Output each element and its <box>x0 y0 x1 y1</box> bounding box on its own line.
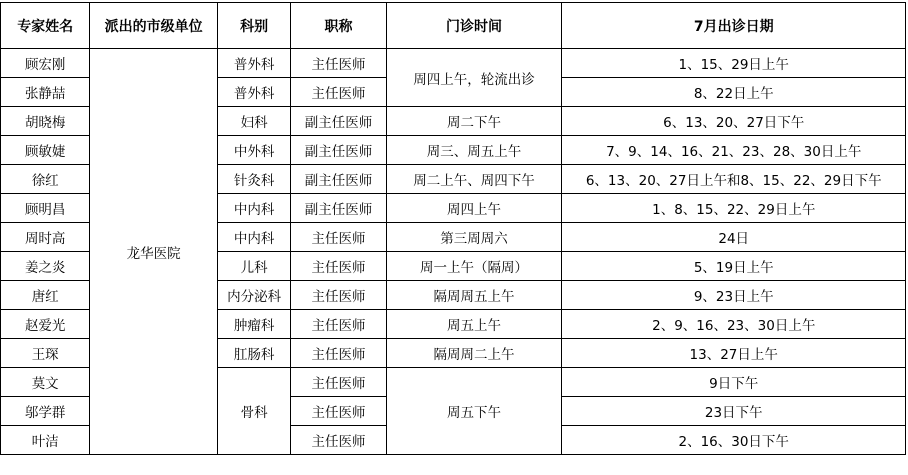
schedule-table <box>0 2 906 455</box>
expert-name: 叶洁 <box>1 426 90 455</box>
expert-name: 莫文 <box>1 368 90 397</box>
title-cell: 主任医师 <box>291 252 386 281</box>
header-time: 门诊时间 <box>386 3 562 49</box>
expert-name: 顾明昌 <box>1 194 90 223</box>
header-unit: 派出的市级单位 <box>90 3 218 49</box>
time-cell: 隔周周五上午 <box>386 281 562 310</box>
header-dates: 7月出诊日期 <box>562 3 906 49</box>
header-row <box>1 3 906 49</box>
header-name: 专家姓名 <box>1 3 90 49</box>
title-cell: 主任医师 <box>291 281 386 310</box>
title-cell: 副主任医师 <box>291 194 386 223</box>
dates-cell: 2、9、16、23、30日上午 <box>562 310 906 339</box>
dept-cell: 针灸科 <box>217 165 290 194</box>
title-cell: 主任医师 <box>291 368 386 397</box>
title-cell: 副主任医师 <box>291 136 386 165</box>
dates-cell: 8、22日上午 <box>562 78 906 107</box>
dates-cell: 6、13、20、27日下午 <box>562 107 906 136</box>
dept-cell: 中外科 <box>217 136 290 165</box>
expert-name: 周时高 <box>1 223 90 252</box>
dates-cell: 5、19日上午 <box>562 252 906 281</box>
expert-name: 顾宏刚 <box>1 49 90 78</box>
time-cell: 周四上午，轮流出诊 <box>386 49 562 107</box>
dept-cell: 儿科 <box>217 252 290 281</box>
unit-cell: 龙华医院 <box>90 49 218 455</box>
title-cell: 副主任医师 <box>291 107 386 136</box>
dept-cell: 骨科 <box>217 368 290 455</box>
time-cell: 隔周周二上午 <box>386 339 562 368</box>
dates-cell: 9日下午 <box>562 368 906 397</box>
title-cell: 主任医师 <box>291 426 386 455</box>
expert-name: 顾敏婕 <box>1 136 90 165</box>
time-cell: 周五上午 <box>386 310 562 339</box>
title-cell: 主任医师 <box>291 223 386 252</box>
dates-cell: 1、8、15、22、29日上午 <box>562 194 906 223</box>
dates-cell: 9、23日上午 <box>562 281 906 310</box>
time-cell: 周二下午 <box>386 107 562 136</box>
expert-name: 徐红 <box>1 165 90 194</box>
dept-cell: 普外科 <box>217 78 290 107</box>
time-cell: 周二上午、周四下午 <box>386 165 562 194</box>
time-cell: 周一上午（隔周） <box>386 252 562 281</box>
time-cell: 周五下午 <box>386 368 562 455</box>
dept-cell: 普外科 <box>217 49 290 78</box>
dept-cell: 肛肠科 <box>217 339 290 368</box>
time-cell: 周四上午 <box>386 194 562 223</box>
dept-cell: 中内科 <box>217 223 290 252</box>
dates-cell: 6、13、20、27日上午和8、15、22、29日下午 <box>562 165 906 194</box>
dates-cell: 1、15、29日上午 <box>562 49 906 78</box>
time-cell: 第三周周六 <box>386 223 562 252</box>
expert-name: 王琛 <box>1 339 90 368</box>
header-title: 职称 <box>291 3 386 49</box>
dept-cell: 妇科 <box>217 107 290 136</box>
dates-cell: 2、16、30日下午 <box>562 426 906 455</box>
title-cell: 副主任医师 <box>291 165 386 194</box>
time-cell: 周三、周五上午 <box>386 136 562 165</box>
dates-cell: 24日 <box>562 223 906 252</box>
title-cell: 主任医师 <box>291 397 386 426</box>
title-cell: 主任医师 <box>291 49 386 78</box>
dept-cell: 肿瘤科 <box>217 310 290 339</box>
title-cell: 主任医师 <box>291 339 386 368</box>
table-row <box>1 49 906 78</box>
expert-name: 姜之炎 <box>1 252 90 281</box>
dept-cell: 中内科 <box>217 194 290 223</box>
expert-name: 邬学群 <box>1 397 90 426</box>
dept-cell: 内分泌科 <box>217 281 290 310</box>
dates-cell: 23日下午 <box>562 397 906 426</box>
dates-cell: 7、9、14、16、21、23、28、30日上午 <box>562 136 906 165</box>
expert-name: 赵爱光 <box>1 310 90 339</box>
expert-name: 张静喆 <box>1 78 90 107</box>
header-dept: 科别 <box>217 3 290 49</box>
expert-name: 胡晓梅 <box>1 107 90 136</box>
expert-name: 唐红 <box>1 281 90 310</box>
dates-cell: 13、27日上午 <box>562 339 906 368</box>
title-cell: 主任医师 <box>291 78 386 107</box>
title-cell: 主任医师 <box>291 310 386 339</box>
